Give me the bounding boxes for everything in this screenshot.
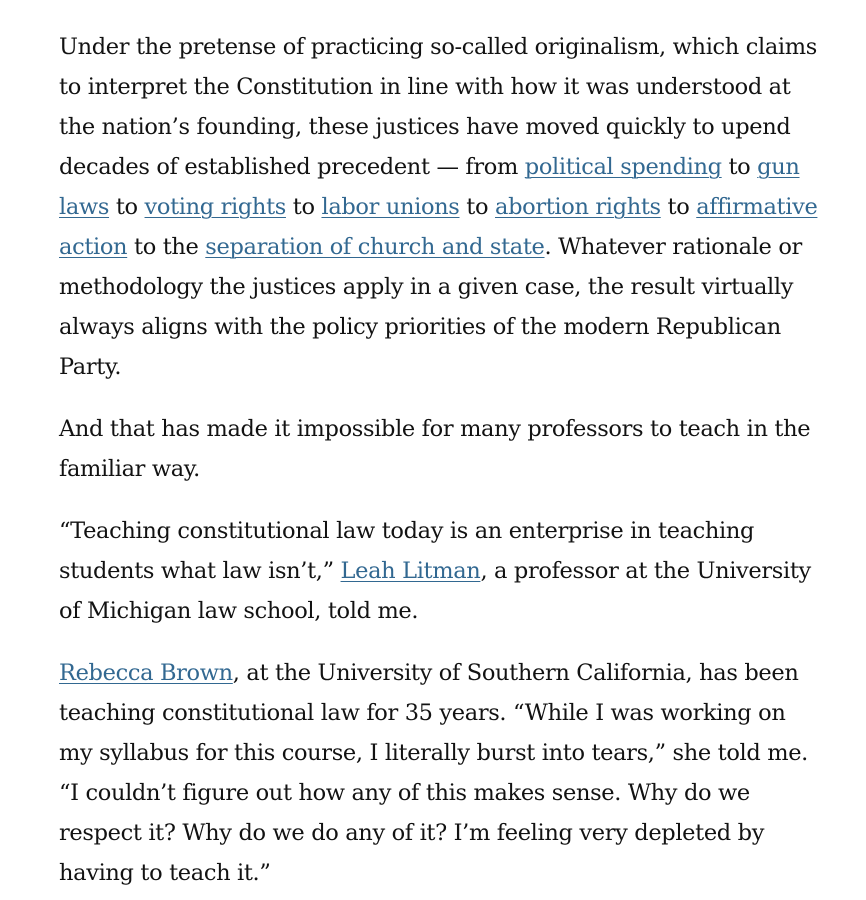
text: to bbox=[285, 194, 322, 220]
link-voting-rights[interactable]: voting rights bbox=[144, 194, 286, 220]
link-leah-litman[interactable]: Leah Litman bbox=[340, 558, 481, 584]
text: . Whatever rationale or methodology the justices apply in a given case, the result virtually always aligns with the policy priorities of the modern Republican Party. bbox=[59, 234, 802, 380]
link-affirmative-action[interactable]: affirmative action bbox=[59, 194, 818, 260]
text: to bbox=[459, 194, 495, 220]
paragraph-2 bbox=[59, 409, 819, 489]
paragraph-4 bbox=[59, 653, 819, 893]
text: to bbox=[660, 194, 697, 220]
link-labor-unions[interactable]: labor unions bbox=[321, 194, 460, 220]
paragraph-3 bbox=[59, 511, 819, 631]
text: “Teaching constitutional law today is an enterprise in teaching students what law isn’t,” bbox=[59, 518, 755, 584]
link-rebecca-brown[interactable]: Rebecca Brown bbox=[59, 660, 233, 686]
paragraph-1 bbox=[59, 27, 819, 387]
text: Under the pretense of practicing so-called originalism, which claims to interpret the Constitution in line with how it was understood at the nation’s founding, these justices have moved quickly to upend decades of established precedent — from bbox=[59, 34, 817, 180]
link-gun-laws[interactable]: gun laws bbox=[59, 154, 800, 220]
text: to bbox=[721, 154, 758, 180]
text: , a professor at the University of Michigan law school, told me. bbox=[59, 558, 811, 624]
link-political-spending[interactable]: political spending bbox=[524, 154, 722, 180]
text: to bbox=[109, 194, 145, 220]
text: , at the University of Southern California, has been teaching constitutional law for 35 years. “While I was working on my syllabus for this course, I literally burst into tears,” she told me. “I couldn’t figure out how any of this makes sense. Why do we respect it? Why do we do any of it? I’m feeling very depleted by having to teach it.” bbox=[59, 660, 808, 886]
link-separation-of-church-and-state[interactable]: separation of church and state bbox=[205, 234, 545, 260]
link-abortion-rights[interactable]: abortion rights bbox=[495, 194, 661, 220]
text: And that has made it impossible for many professors to teach in the familiar way. bbox=[59, 416, 811, 482]
text: to the bbox=[127, 234, 206, 260]
